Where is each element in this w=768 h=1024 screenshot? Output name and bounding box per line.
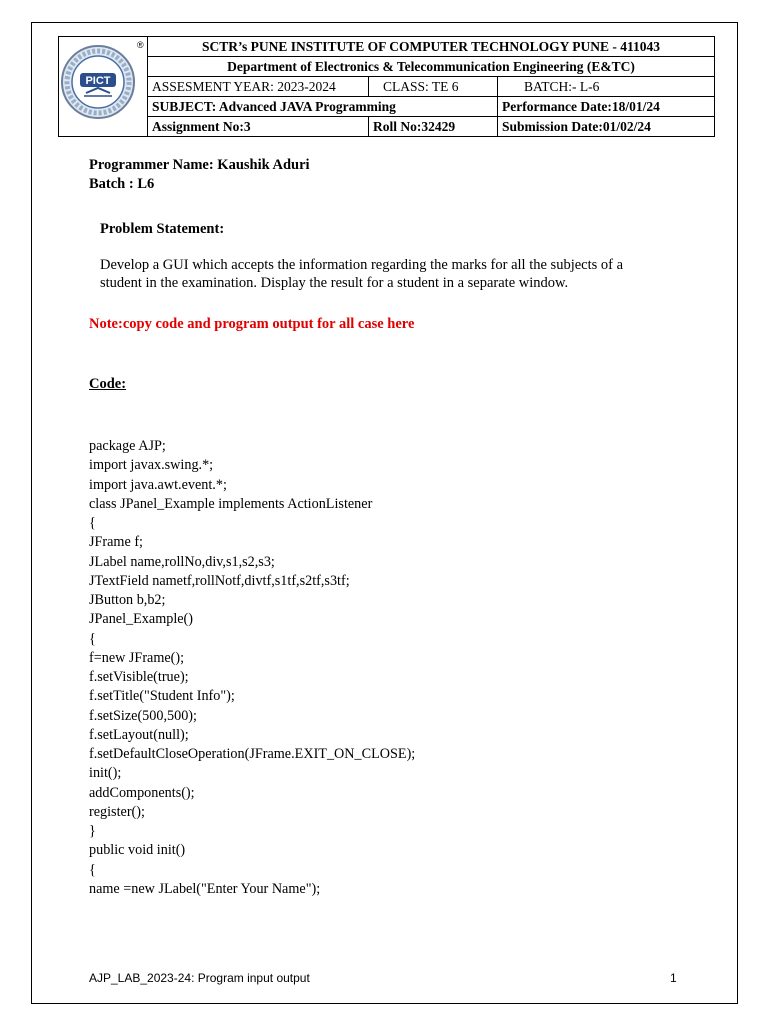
batch-line: Batch : L6	[89, 176, 155, 192]
code-line: f.setLayout(null);	[89, 726, 189, 743]
submission-date: Submission Date:01/02/24	[498, 117, 715, 137]
problem-line-1: Develop a GUI which accepts the information regarding the marks for all the subjects of a	[100, 257, 624, 273]
assignment-number: Assignment No:3	[148, 117, 369, 137]
subject-label: SUBJECT: Advanced JAVA Programming	[148, 97, 498, 117]
footer-label: AJP_LAB_2023-24: Program input output	[89, 971, 310, 985]
institute-name: SCTR’s PUNE INSTITUTE OF COMPUTER TECHNOLOGY PUNE - 411043	[148, 37, 715, 57]
code-block	[89, 437, 415, 899]
code-line: JPanel_Example()	[89, 611, 194, 628]
code-line: JButton b,b2;	[89, 592, 166, 608]
code-line: f=new JFrame();	[89, 649, 185, 666]
code-line: JTextField nametf,rollNotf,divtf,s1tf,s2tf,s3tf;	[89, 572, 350, 589]
code-line: import javax.swing.*;	[89, 457, 214, 474]
code-line: f.setDefaultCloseOperation(JFrame.EXIT_ON_CLOSE);	[89, 746, 416, 762]
code-line: import java.awt.event.*;	[89, 476, 227, 493]
roll-number: Roll No:32429	[369, 117, 498, 137]
code-line: f.setSize(500,500);	[89, 707, 197, 724]
code-line: {	[89, 630, 96, 647]
code-line: class JPanel_Example implements ActionListener	[89, 495, 373, 512]
code-line: f.setTitle("Student Info");	[89, 688, 235, 705]
code-line: {	[89, 515, 96, 531]
code-line: package AJP;	[89, 438, 166, 454]
page-number: 1	[670, 971, 677, 985]
code-line: public void init()	[89, 842, 186, 859]
registered-mark: ®	[137, 40, 144, 50]
programmer-name: Programmer Name: Kaushik Aduri	[89, 157, 310, 173]
code-line: register();	[89, 803, 145, 820]
code-line: name =new JLabel("Enter Your Name");	[89, 880, 321, 897]
performance-date: Performance Date:18/01/24	[498, 97, 715, 117]
note-text: Note:copy code and program output for all case here	[89, 316, 415, 332]
svg-text:PICT: PICT	[85, 75, 111, 87]
code-line: }	[89, 823, 96, 839]
class-label: CLASS: TE 6	[369, 77, 498, 97]
pict-logo	[60, 44, 136, 120]
code-line: addComponents();	[89, 784, 195, 801]
code-line: JLabel name,rollNo,div,s1,s2,s3;	[89, 553, 275, 570]
code-line: JFrame f;	[89, 534, 143, 551]
problem-line-2: student in the examination. Display the result for a student in a separate window.	[100, 275, 569, 291]
code-line: {	[89, 861, 96, 878]
problem-heading: Problem Statement:	[100, 221, 225, 237]
code-line: init();	[89, 765, 122, 782]
assessment-year: ASSESMENT YEAR: 2023-2024	[148, 77, 369, 97]
header-table	[58, 36, 715, 137]
department-name: Department of Electronics & Telecommunication Engineering (E&TC)	[148, 57, 715, 77]
batch-label: BATCH:- L-6	[498, 77, 715, 97]
code-line: f.setVisible(true);	[89, 669, 189, 685]
code-heading: Code:	[89, 376, 127, 392]
